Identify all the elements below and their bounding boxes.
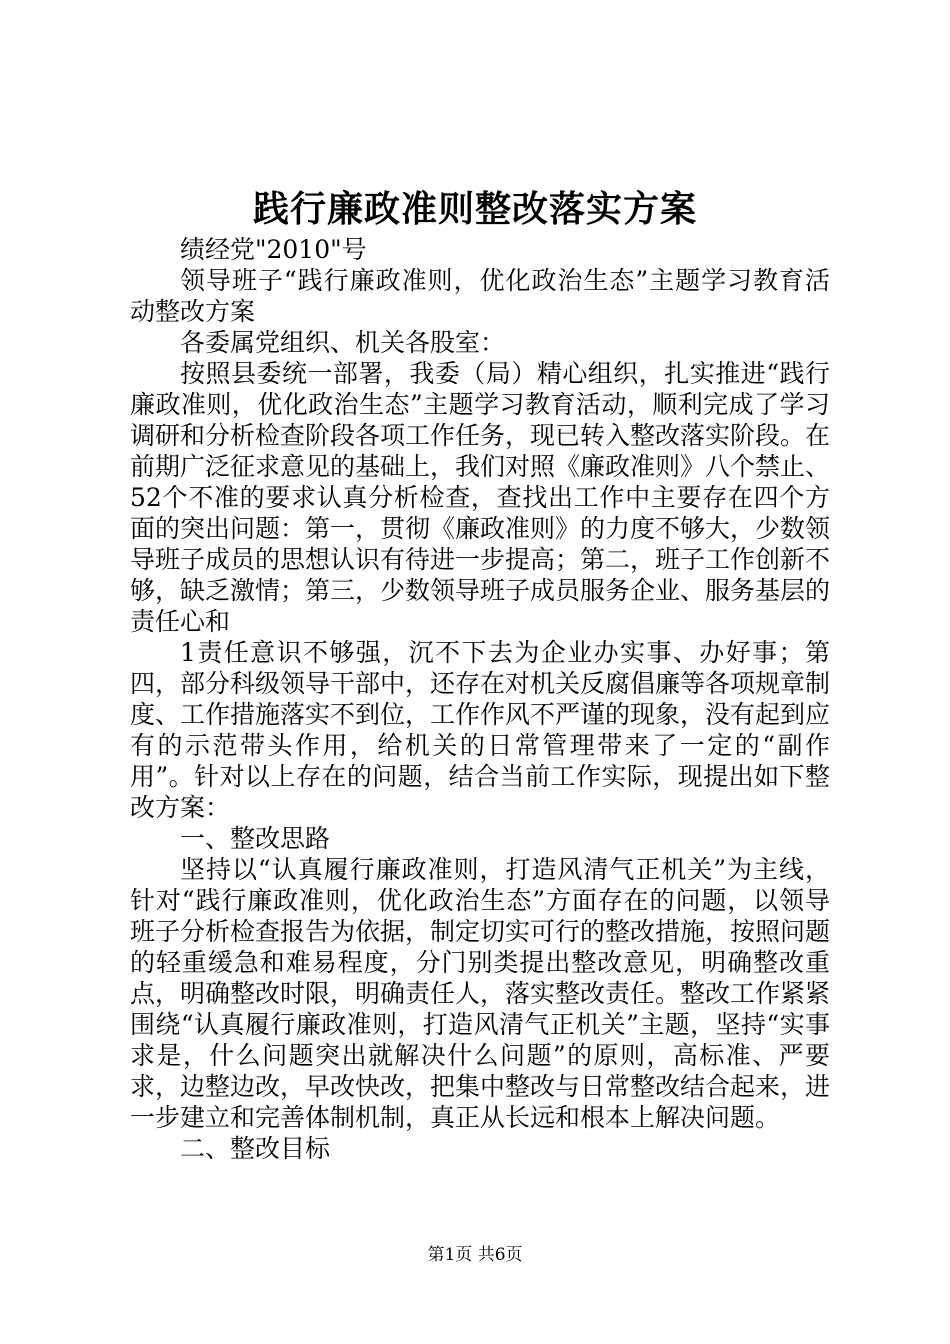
addressee: 各委属党组织、机关各股室： — [180, 328, 506, 357]
body-paragraph: 1责任意识不够强，沉不下去为企业办实事、办好事；第四，部分科级领导干部中，还存在对机关反腐倡廉等各项规章制度、工作措施落实不到位，工作作风不严谨的现象，没有起到应有的示范带头作用，给机关的日常管理带来了一定的“副作用”。针对以上存在的问题，结合当前工作实际，现提出如下整改方案： — [130, 638, 831, 822]
section-heading: 二、整改目标 — [180, 1134, 331, 1163]
body-paragraph: 坚持以“认真履行廉政准则，打造风清气正机关”为主线，针对“践行廉政准则，优化政治生态”方面存在的问题，以领导班子分析检查报告为依据，制定切实可行的整改措施，按照问题的轻重缓急和难易程度，分门别类提出整改意见，明确整改重点，明确整改时限，明确责任人，落实整改责任。整改工作紧紧围绕“认真履行廉政准则，打造风清气正机关”主题，坚持“实事求是，什么问题突出就解决什么问题”的原则，高标准、严要求，边整边改，早改快改，把集中整改与日常整改结合起来，进一步建立和完善体制机制，真正从长远和根本上解决问题。 — [130, 855, 831, 1132]
page-number-footer: 第1页 共6页 — [427, 1245, 523, 1265]
body-paragraph: 按照县委统一部署，我委（局）精心组织，扎实推进“践行廉政准则，优化政治生态”主题学习教育活动，顺利完成了学习调研和分析检查阶段各项工作任务，现已转入整改落实阶段。在前期广泛征求意见的基础上，我们对照《廉政准则》八个禁止、52个不准的要求认真分析检查，查找出工作中主要存在四个方面的突出问题：第一，贯彻《廉政准则》的力度不够大，少数领导班子成员的思想认识有待进一步提高；第二，班子工作创新不够，缺乏激情；第三，少数领导班子成员服务企业、服务基层的责任心和 — [130, 359, 831, 636]
section-heading: 一、整改思路 — [180, 824, 331, 853]
document-number: 绩经党"2010"号 — [180, 235, 367, 264]
plan-subtitle: 领导班子“践行廉政准则，优化政治生态”主题学习教育活动整改方案 — [130, 266, 830, 326]
document-title: 践行廉政准则整改落实方案 — [252, 188, 697, 230]
document-body — [130, 234, 830, 1164]
